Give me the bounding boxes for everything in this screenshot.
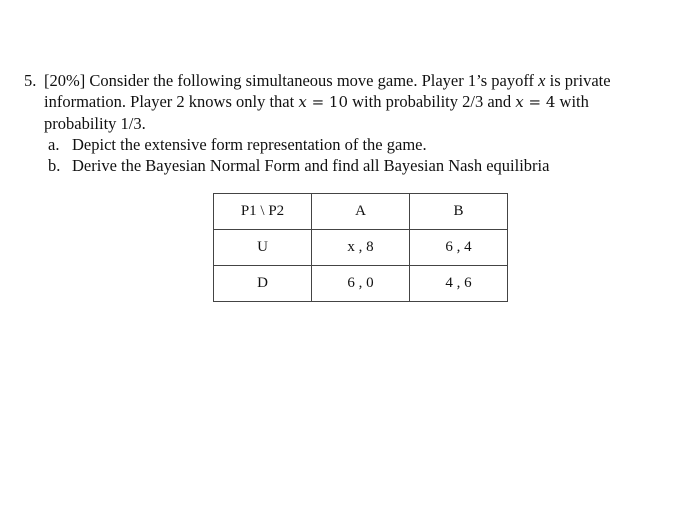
part-a-letter: a. <box>48 135 60 154</box>
question-number: 5. <box>24 71 37 90</box>
header-players: P1 \ P2 <box>214 194 312 230</box>
row-label-d: D <box>214 266 312 302</box>
part-a-text: Depict the extensive form representation of the game. <box>72 135 427 154</box>
question-first-line <box>24 70 684 91</box>
part-b-text: Derive the Bayesian Normal Form and find all Bayesian Nash equilibria <box>72 156 550 175</box>
payoff-header-row <box>214 194 508 230</box>
part-b-letter: b. <box>48 156 61 175</box>
question-line-3: probability 1/3. <box>44 114 146 133</box>
part-a <box>24 134 684 155</box>
question-line-2: information. Player 2 knows only that x = 10 with probability 2/3 and x = 4 with <box>44 92 589 111</box>
question-line-1: [20%] Consider the following simultaneous move game. Player 1’s payoff x is private <box>44 71 611 90</box>
cell-d-a: 6 , 0 <box>312 266 410 302</box>
payoff-row-d <box>214 266 508 302</box>
cell-u-a: x , 8 <box>312 230 410 266</box>
payoff-table <box>213 193 508 302</box>
payoff-row-u <box>214 230 508 266</box>
row-label-u: U <box>214 230 312 266</box>
cell-u-b: 6 , 4 <box>410 230 508 266</box>
part-b <box>24 155 684 176</box>
header-strategy-a: A <box>312 194 410 230</box>
question-5 <box>24 70 684 176</box>
cell-d-b: 4 , 6 <box>410 266 508 302</box>
header-strategy-b: B <box>410 194 508 230</box>
